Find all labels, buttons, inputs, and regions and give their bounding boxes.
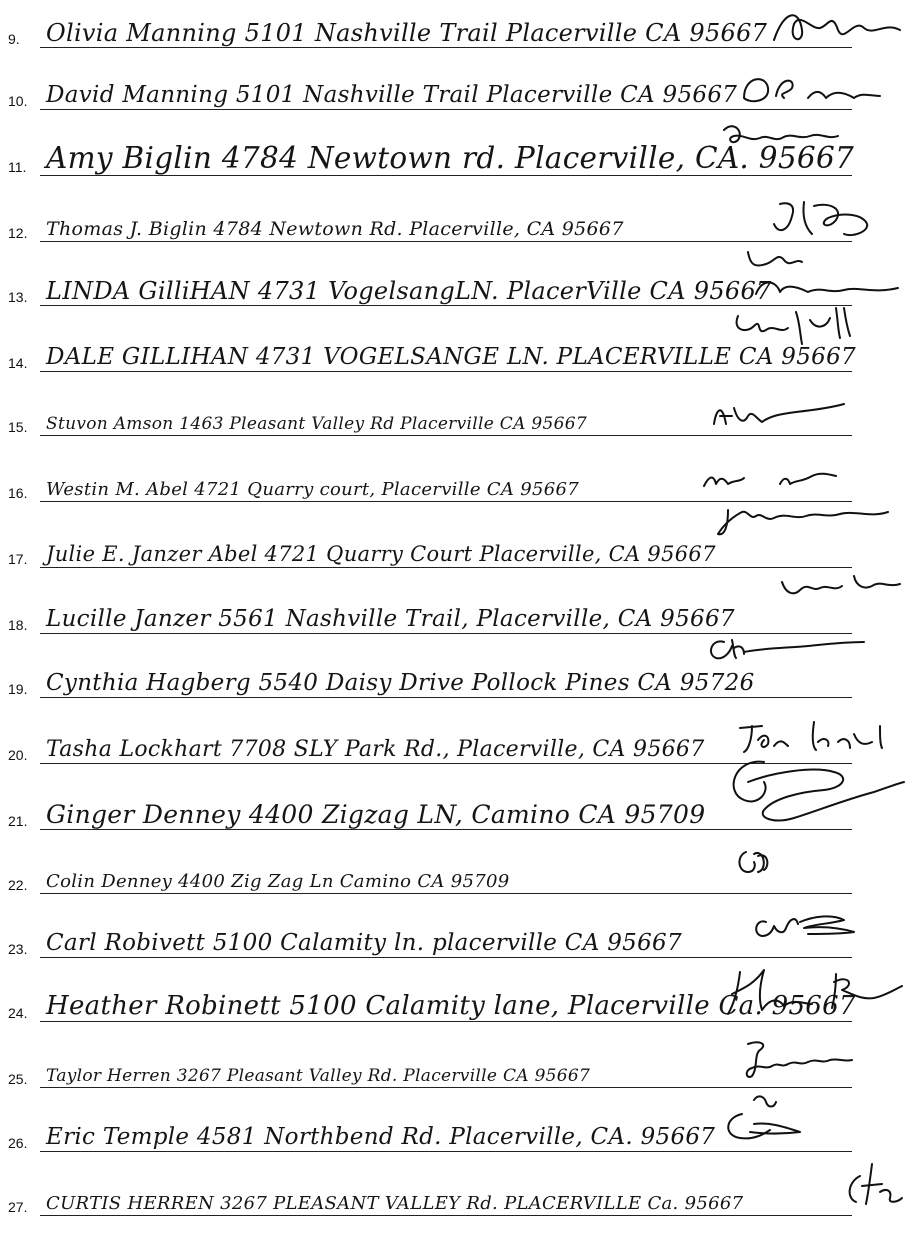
- signature-row: [0, 4, 918, 56]
- signature-row: [0, 132, 918, 184]
- row-entry-text: CURTIS HERREN 3267 PLEASANT VALLEY Rd. PLACERVILLE Ca. 95667: [46, 1193, 744, 1214]
- signature-row: [0, 1172, 918, 1224]
- signature-row: [0, 1044, 918, 1096]
- entry-line: [40, 435, 852, 436]
- entry-line: [40, 47, 852, 48]
- entry-line: [40, 305, 852, 306]
- row-entry-text: David Manning 5101 Nashville Trail Placerville CA 95667: [46, 82, 738, 108]
- entry-line: [40, 829, 852, 830]
- row-entry-text: Westin M. Abel 4721 Quarry court, Placerville CA 95667: [46, 479, 579, 500]
- handwritten-signature: [704, 520, 904, 566]
- row-number: 21.: [8, 813, 28, 829]
- entry-line: [40, 763, 852, 764]
- entry-line: [40, 633, 852, 634]
- handwritten-signature: [704, 194, 904, 240]
- handwritten-signature: [704, 846, 904, 892]
- row-number: 17.: [8, 551, 28, 567]
- handwritten-signature: [704, 0, 904, 46]
- row-entry-text: Ginger Denney 4400 Zigzag LN, Camino CA 95709: [46, 800, 706, 829]
- row-number: 27.: [8, 1199, 28, 1215]
- entry-line: [40, 371, 852, 372]
- row-number: 26.: [8, 1135, 28, 1151]
- signature-row: [0, 786, 918, 838]
- entry-line: [40, 175, 852, 176]
- row-entry-text: Amy Biglin 4784 Newtown rd. Placerville, CA. 95667: [46, 140, 855, 175]
- signature-row: [0, 524, 918, 576]
- entry-line: [40, 1087, 852, 1088]
- row-number: 25.: [8, 1071, 28, 1087]
- row-entry-text: Olivia Manning 5101 Nashville Trail Placerville CA 95667: [46, 19, 768, 47]
- signature-row: [0, 66, 918, 118]
- row-entry-text: Eric Temple 4581 Northbend Rd. Placerville, CA. 95667: [46, 1124, 716, 1150]
- signature-row: [0, 720, 918, 772]
- entry-line: [40, 893, 852, 894]
- entry-line: [40, 957, 852, 958]
- handwritten-signature: [704, 454, 904, 500]
- handwritten-signature: [704, 1040, 904, 1086]
- handwritten-signature: [704, 1168, 904, 1214]
- handwritten-signature: [704, 62, 904, 108]
- row-number: 19.: [8, 681, 28, 697]
- handwritten-signature: [704, 910, 904, 956]
- row-entry-text: Thomas J. Biglin 4784 Newtown Rd. Placerville, CA 95667: [46, 218, 624, 240]
- row-number: 9.: [8, 31, 20, 47]
- handwritten-signature: [704, 1104, 904, 1150]
- signature-row: [0, 392, 918, 444]
- row-number: 18.: [8, 617, 28, 633]
- handwritten-signature: [704, 258, 904, 304]
- handwritten-signature: [704, 324, 904, 370]
- row-entry-text: Cynthia Hagberg 5540 Daisy Drive Pollock Pines CA 95726: [46, 670, 755, 696]
- entry-line: [40, 109, 852, 110]
- handwritten-signature: [704, 586, 904, 632]
- signature-row: [0, 914, 918, 966]
- row-entry-text: Tasha Lockhart 7708 SLY Park Rd., Placerville, CA 95667: [46, 737, 705, 762]
- row-number: 10.: [8, 93, 28, 109]
- entry-line: [40, 1021, 852, 1022]
- entry-line: [40, 1151, 852, 1152]
- entry-line: [40, 501, 852, 502]
- handwritten-signature: [704, 388, 904, 434]
- row-entry-text: Taylor Herren 3267 Pleasant Valley Rd. Placerville CA 95667: [46, 1066, 591, 1086]
- row-number: 20.: [8, 747, 28, 763]
- row-number: 12.: [8, 225, 28, 241]
- signature-row: [0, 850, 918, 902]
- row-number: 16.: [8, 485, 28, 501]
- signature-row: [0, 198, 918, 250]
- signature-row: [0, 328, 918, 380]
- signature-row: [0, 262, 918, 314]
- signature-row: [0, 590, 918, 642]
- handwritten-signature: [704, 974, 904, 1020]
- row-entry-text: Colin Denney 4400 Zig Zag Ln Camino CA 95709: [46, 871, 510, 892]
- entry-line: [40, 567, 852, 568]
- row-entry-text: LINDA GilliHAN 4731 VogelsangLN. PlacerVille CA 95667: [46, 277, 772, 305]
- entry-line: [40, 697, 852, 698]
- signature-row: [0, 654, 918, 706]
- row-number: 14.: [8, 355, 28, 371]
- signature-row: [0, 1108, 918, 1160]
- row-entry-text: Carl Robivett 5100 Calamity ln. placerville CA 95667: [46, 930, 682, 956]
- row-entry-text: Lucille Janzer 5561 Nashville Trail, Placerville, CA 95667: [46, 606, 735, 632]
- row-number: 15.: [8, 419, 28, 435]
- handwritten-signature: [704, 650, 904, 696]
- row-number: 13.: [8, 289, 28, 305]
- row-entry-text: Heather Robinett 5100 Calamity lane, Placerville Ca. 95667: [46, 991, 856, 1021]
- entry-line: [40, 1215, 852, 1216]
- signature-row: [0, 978, 918, 1030]
- handwritten-signature: [704, 128, 904, 174]
- handwritten-signature: [704, 716, 904, 762]
- row-number: 22.: [8, 877, 28, 893]
- handwritten-signature: [704, 782, 904, 828]
- row-entry-text: Stuvon Amson 1463 Pleasant Valley Rd Placerville CA 95667: [46, 414, 587, 434]
- row-number: 24.: [8, 1005, 28, 1021]
- row-entry-text: Julie E. Janzer Abel 4721 Quarry Court Placerville, CA 95667: [46, 542, 716, 566]
- row-number: 23.: [8, 941, 28, 957]
- signature-row: [0, 458, 918, 510]
- row-entry-text: DALE GILLIHAN 4731 VOGELSANGE LN. PLACERVILLE CA 95667: [46, 344, 856, 370]
- row-number: 11.: [8, 159, 27, 175]
- entry-line: [40, 241, 852, 242]
